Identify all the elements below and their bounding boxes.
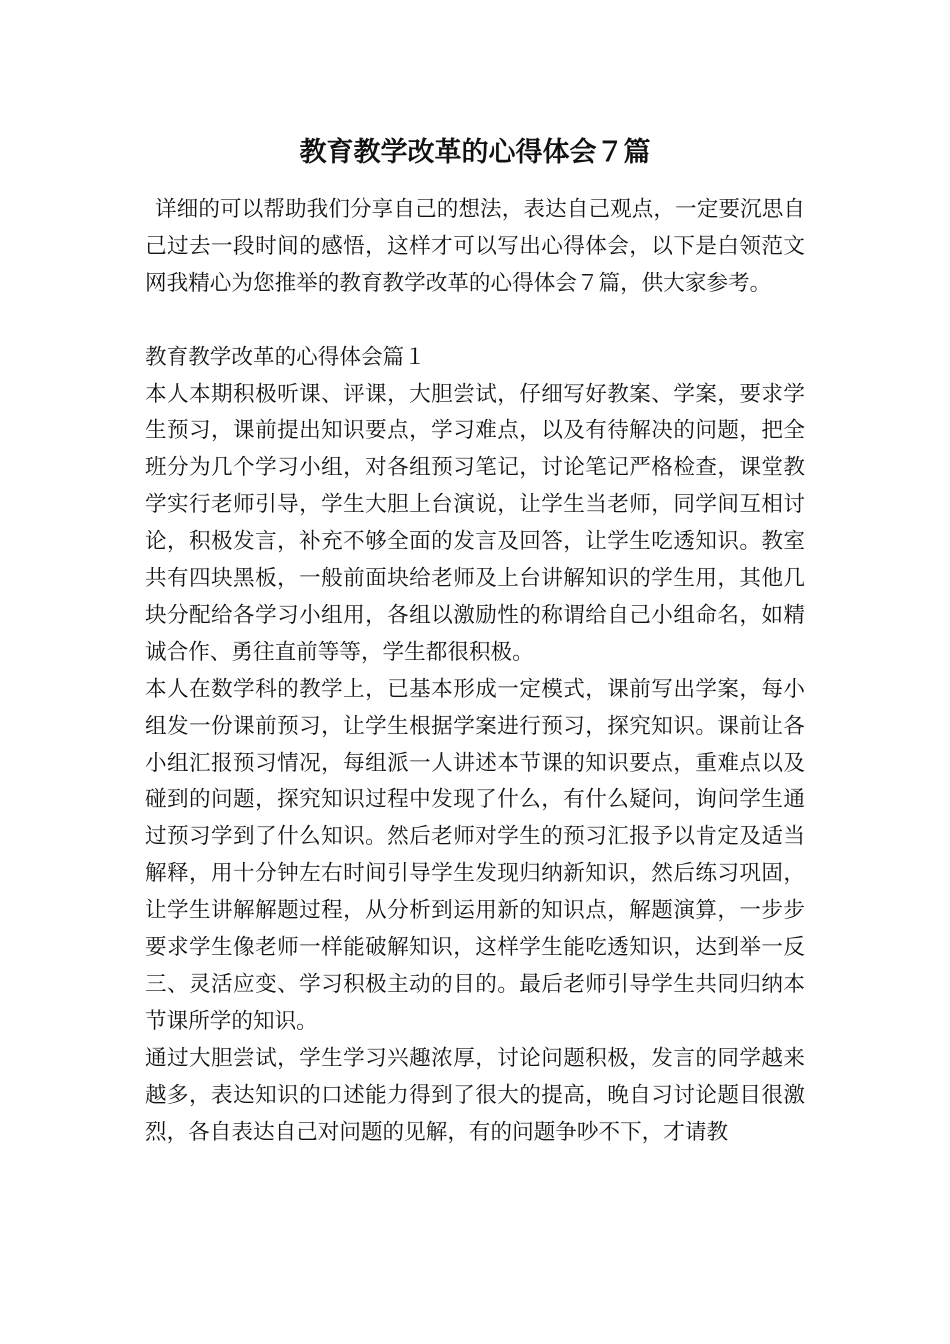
document-title: 教育教学改革的心得体会７篇: [299, 137, 651, 168]
document-page: [145, 128, 805, 1152]
section-heading: 教育教学改革的心得体会篇１: [145, 344, 426, 370]
body-paragraph-1: 本人本期积极听课、评课，大胆尝试，仔细写好教案、学案，要求学生预习，课前提出知识要点，学习难点，以及有待解决的问题，把全班分为几个学习小组，对各组预习笔记，讨论笔记严格检查，课堂教学实行老师引导，学生大胆上台演说，让学生当老师，同学间互相讨论，积极发言，补充不够全面的发言及回答，让学生吃透知识。教室共有四块黑板，一般前面块给老师及上台讲解知识的学生用，其他几块分配给各学习小组用，各组以激励性的称谓给自己小组命名，如精诚合作、勇往直前等等，学生都很积极。: [145, 381, 805, 665]
intro-paragraph: 详细的可以帮助我们分享自己的想法，表达自己观点，一定要沉思自己过去一段时间的感悟，这样才可以写出心得体会，以下是白领范文网我精心为您推举的教育教学改革的心得体会７篇，供大家参考。: [145, 197, 805, 296]
body-paragraph-2: 本人在数学科的教学上，已基本形成一定模式，课前写出学案，每小组发一份课前预习，让学生根据学案进行预习，探究知识。课前让各小组汇报预习情况，每组派一人讲述本节课的知识要点，重难点以及碰到的问题，探究知识过程中发现了什么，有什么疑问，询问学生通过预习学到了什么知识。然后老师对学生的预习汇报予以肯定及适当解释，用十分钟左右时间引导学生发现归纳新知识，然后练习巩固，让学生讲解解题过程，从分析到运用新的知识点，解题演算，一步步要求学生像老师一样能破解知识，这样学生能吃透知识，达到举一反三、灵活应变、学习积极主动的目的。最后老师引导学生共同归纳本节课所学的知识。: [145, 676, 805, 1034]
body-paragraph-3: 通过大胆尝试，学生学习兴趣浓厚，讨论问题积极，发言的同学越来越多，表达知识的口述能力得到了很大的提高，晚自习讨论题目很激烈，各自表达自己对问题的见解，有的问题争吵不下，才请教: [145, 1045, 805, 1145]
paragraph-gap: [145, 303, 805, 340]
